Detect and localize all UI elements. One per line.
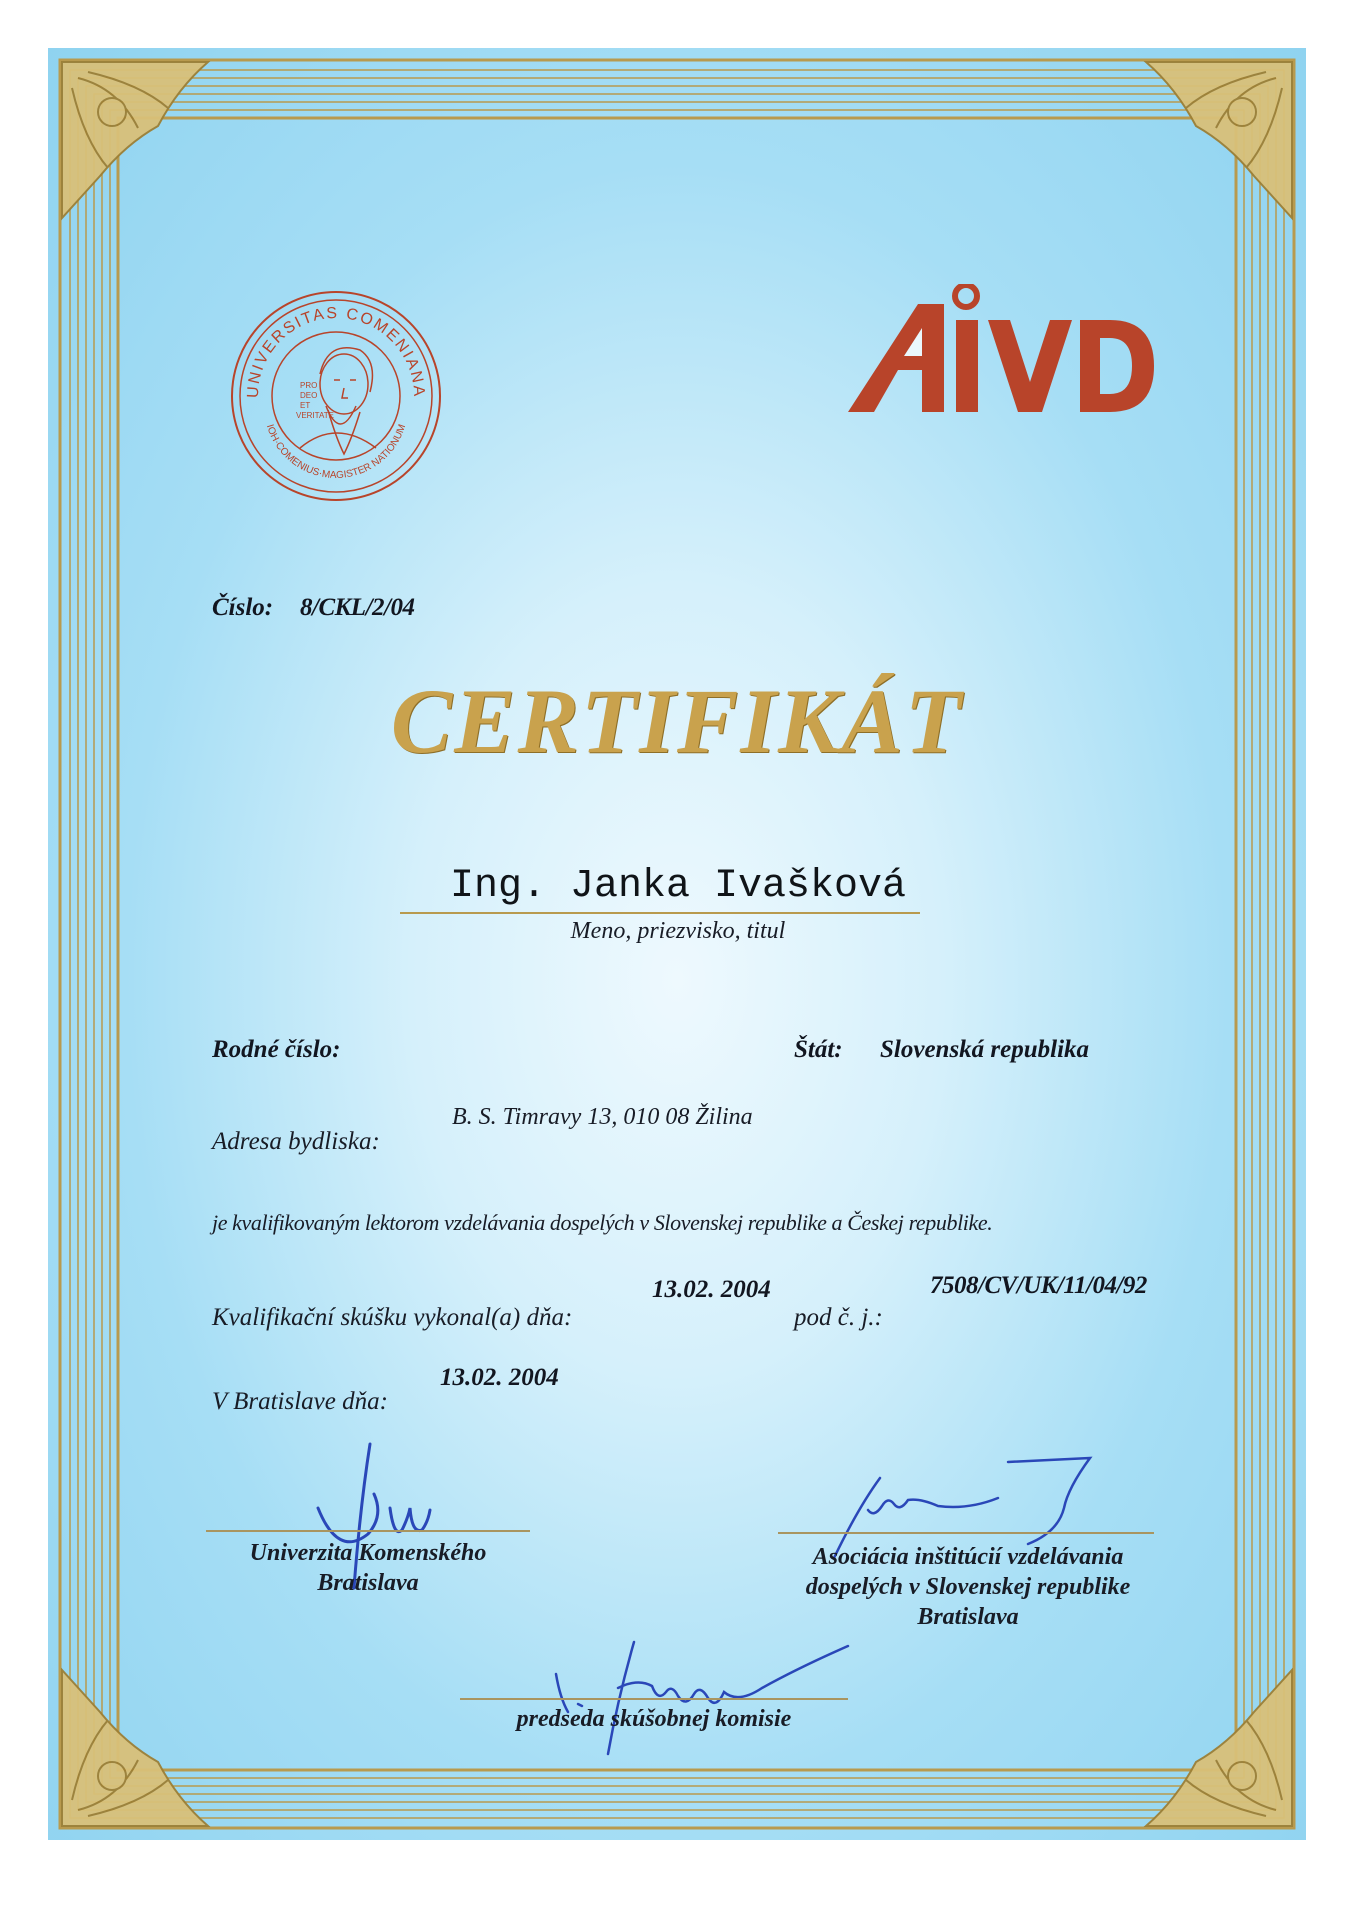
address-label: Adresa bydliska: (212, 1128, 380, 1155)
certificate-title: CERTIFIKÁT (390, 670, 964, 772)
left-signatory-line2: Bratislava (317, 1570, 419, 1596)
university-seal-icon (228, 288, 444, 504)
name-underline (400, 912, 920, 914)
svg-text:VERITATE: VERITATE (296, 411, 334, 420)
certificate-sheet (48, 48, 1306, 1840)
svg-text:UNIVERSITAS COMENIANA (245, 305, 427, 399)
exam-date: 13.02. 2004 (652, 1276, 771, 1303)
bottom-signature-line (460, 1698, 848, 1700)
state-label: Štát: (794, 1036, 843, 1063)
birth-number-label: Rodné číslo: (212, 1036, 341, 1063)
exam-label: Kvalifikační skúšku vykonal(a) dňa: (212, 1304, 573, 1331)
right-signatory-line2: dospelých v Slovenskej republike (805, 1574, 1131, 1600)
svg-text:DEO: DEO (300, 391, 318, 400)
seal-top-text: UNIVERSITAS COMENIANA (244, 304, 428, 399)
aivd-logo-icon (848, 284, 1158, 424)
right-signatory-line3: Bratislava (917, 1604, 1019, 1630)
number-value: 8/CKL/2/04 (300, 594, 415, 621)
number-label: Číslo: (212, 594, 274, 621)
svg-text:IOH·COMENIUS·MAGISTER NATIONUM (264, 423, 408, 481)
reference-label: pod č. j.: (794, 1304, 883, 1331)
svg-text:ET: ET (300, 401, 311, 410)
right-signatory-line1: Asociácia inštitúcií vzdelávania (812, 1544, 1124, 1570)
svg-text:PRO: PRO (300, 381, 318, 390)
bottom-signatory: predseda skúšobnej komisie (516, 1706, 792, 1732)
bottom-signature-icon (548, 1618, 908, 1758)
address-value: B. S. Timravy 13, 010 08 Žilina (452, 1104, 753, 1130)
seal-bottom-text: IOH·COMENIUS·MAGISTER NATIONUM (263, 422, 409, 482)
left-signatory-line1: Univerzita Komenského (249, 1540, 487, 1566)
issue-date: 13.02. 2004 (440, 1364, 559, 1391)
qualification-statement: je kvalifikovaným lektorom vzdelávania dospelých v Slovenskej republike a Českej republike. (212, 1210, 993, 1235)
state-value: Slovenská republika (880, 1036, 1090, 1063)
issue-place-label: V Bratislave dňa: (212, 1388, 388, 1415)
left-signature-line (206, 1530, 530, 1532)
holder-name: Ing. Janka Ivašková (449, 864, 907, 909)
holder-caption: Meno, priezvisko, titul (570, 918, 786, 944)
right-signature-line (778, 1532, 1154, 1534)
reference-number: 7508/CV/UK/11/04/92 (930, 1272, 1147, 1299)
